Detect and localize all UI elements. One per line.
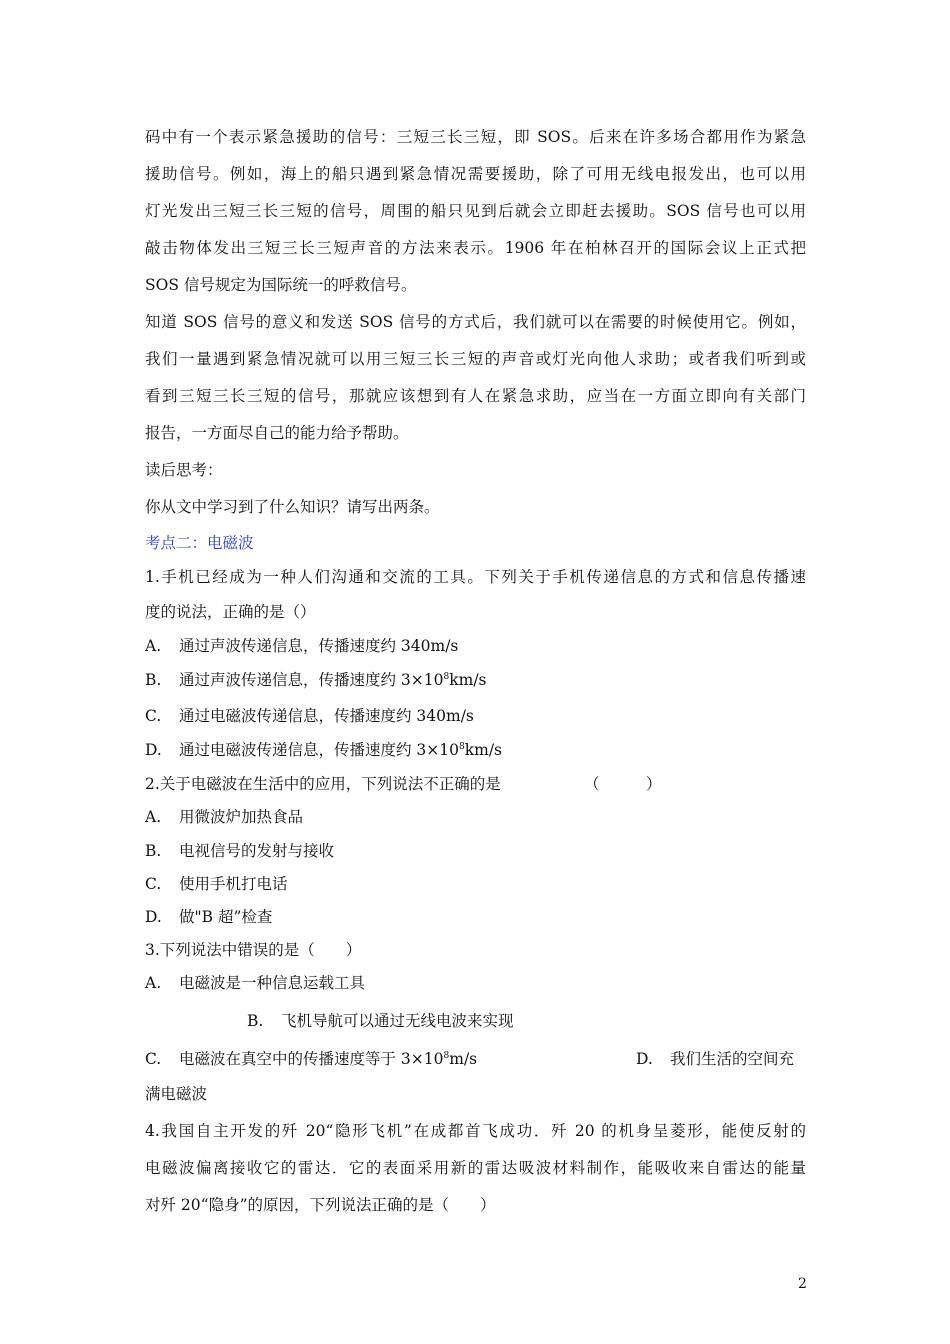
- option-text: 通过电磁波传递信息，传播速度约 3×10: [179, 741, 460, 759]
- exponent: 8: [443, 1051, 450, 1061]
- passage-p1-line-2: 援助信号。例如，海上的船只遇到紧急情况需要援助，除了可用无线电报发出，也可以用: [145, 165, 806, 183]
- option-letter: B.: [247, 1012, 264, 1030]
- q3-option-b: [247, 1011, 514, 1031]
- passage-p1-line-5: SOS 信号规定为国际统一的呼救信号。: [145, 276, 417, 294]
- unit: m/s: [449, 1050, 478, 1068]
- option-text: 电视信号的发射与接收: [179, 842, 335, 860]
- option-text: 做"B 超”检查: [179, 908, 273, 926]
- unit: km/s: [449, 671, 487, 689]
- option-letter: D.: [636, 1050, 653, 1068]
- option-text: 电磁波在真空中的传播速度等于 3×10: [179, 1050, 444, 1068]
- option-text: 通过电磁波传递信息，传播速度约 340m/s: [179, 707, 474, 725]
- q2-stem: 2.关于电磁波在生活中的应用，下列说法不正确的是: [145, 775, 501, 793]
- option-text: 电磁波是一种信息运载工具: [179, 974, 366, 992]
- q2-option-a: [145, 807, 303, 827]
- section-title: 考点二：电磁波: [145, 534, 254, 552]
- q1-option-c: [145, 706, 474, 726]
- q1-stem-line-1: 1.手机已经成为一种人们沟通和交流的工具。下列关于手机传递信息的方式和信息传播速: [145, 568, 806, 586]
- option-text: 我们生活的空间充: [670, 1050, 795, 1068]
- option-letter: C.: [145, 1050, 162, 1068]
- q3-option-d-continued: 满电磁波: [145, 1085, 208, 1103]
- exponent: 8: [459, 742, 465, 752]
- passage-p1-line-3: 灯光发出三短三长三短的信号，周围的船只见到后就会立即赶去援助。SOS 信号也可以用: [145, 202, 806, 220]
- exponent: 8: [443, 672, 450, 682]
- q3-option-d: [636, 1049, 794, 1069]
- q2-option-c: [145, 874, 288, 894]
- option-text: 使用手机打电话: [179, 875, 288, 893]
- q3-option-a: [145, 973, 365, 993]
- q1-option-a: [145, 636, 458, 656]
- q1-option-d: [145, 740, 502, 760]
- passage-p2-line-1: 知道 SOS 信号的意义和发送 SOS 信号的方式后，我们就可以在需要的时候使用它。例如，: [145, 313, 806, 331]
- option-text: 通过声波传递信息，传播速度约 3×10: [179, 671, 444, 689]
- page-number: 2: [798, 1276, 807, 1292]
- option-letter: D.: [145, 741, 162, 759]
- think-question: 你从文中学习到了什么知识？请写出两条。: [145, 498, 440, 516]
- option-text: 通过声波传递信息，传播速度约 340m/s: [179, 637, 459, 655]
- q3-option-c: [145, 1049, 477, 1069]
- passage-p1-line-4: 敲击物体发出三短三长三短声音的方法来表示。1906 年在柏林召开的国际会议上正式把: [145, 239, 806, 257]
- option-letter: A.: [145, 637, 162, 655]
- option-letter: B.: [145, 671, 162, 689]
- unit: km/s: [464, 741, 503, 759]
- think-label: 读后思考：: [145, 461, 223, 479]
- option-letter: D.: [145, 908, 162, 926]
- option-text: 用微波炉加热食品: [179, 808, 304, 826]
- q1-stem-line-2: 度的说法，正确的是（）: [145, 603, 316, 621]
- q2-option-b: [145, 841, 334, 861]
- passage-p2-line-3: 看到三短三长三短的信号，那就应该想到有人在紧急求助，应当在一方面立即向有关部门: [145, 387, 806, 405]
- option-text: 飞机导航可以通过无线电波来实现: [281, 1012, 514, 1030]
- q2-option-d: [145, 907, 272, 927]
- option-letter: B.: [145, 842, 162, 860]
- q4-stem-line-3: 对歼 20“隐身”的原因，下列说法正确的是（ ）: [145, 1196, 496, 1214]
- option-letter: C.: [145, 707, 162, 725]
- q1-option-b: [145, 670, 487, 690]
- option-letter: A.: [145, 974, 162, 992]
- q4-stem-line-2: 电磁波偏离接收它的雷达．它的表面采用新的雷达吸波材料制作，能吸收来自雷达的能量: [145, 1159, 806, 1177]
- option-letter: C.: [145, 875, 162, 893]
- option-letter: A.: [145, 808, 162, 826]
- q3-stem: 3.下列说法中错误的是（ ）: [145, 941, 362, 959]
- passage-p1-line-1: 码中有一个表示紧急援助的信号：三短三长三短，即 SOS。后来在许多场合都用作为紧急: [145, 128, 806, 146]
- q4-stem-line-1: 4.我国自主开发的歼 20“隐形飞机”在成都首飞成功．歼 20 的机身呈菱形，能使反射的: [145, 1122, 806, 1140]
- passage-p2-line-4: 报告，一方面尽自己的能力给予帮助。: [145, 424, 409, 442]
- passage-p2-line-2: 我们一量遇到紧急情况就可以用三短三长三短的声音或灯光向他人求助；或者我们听到或: [145, 350, 806, 368]
- q2-answer-paren: （ ）: [584, 775, 662, 793]
